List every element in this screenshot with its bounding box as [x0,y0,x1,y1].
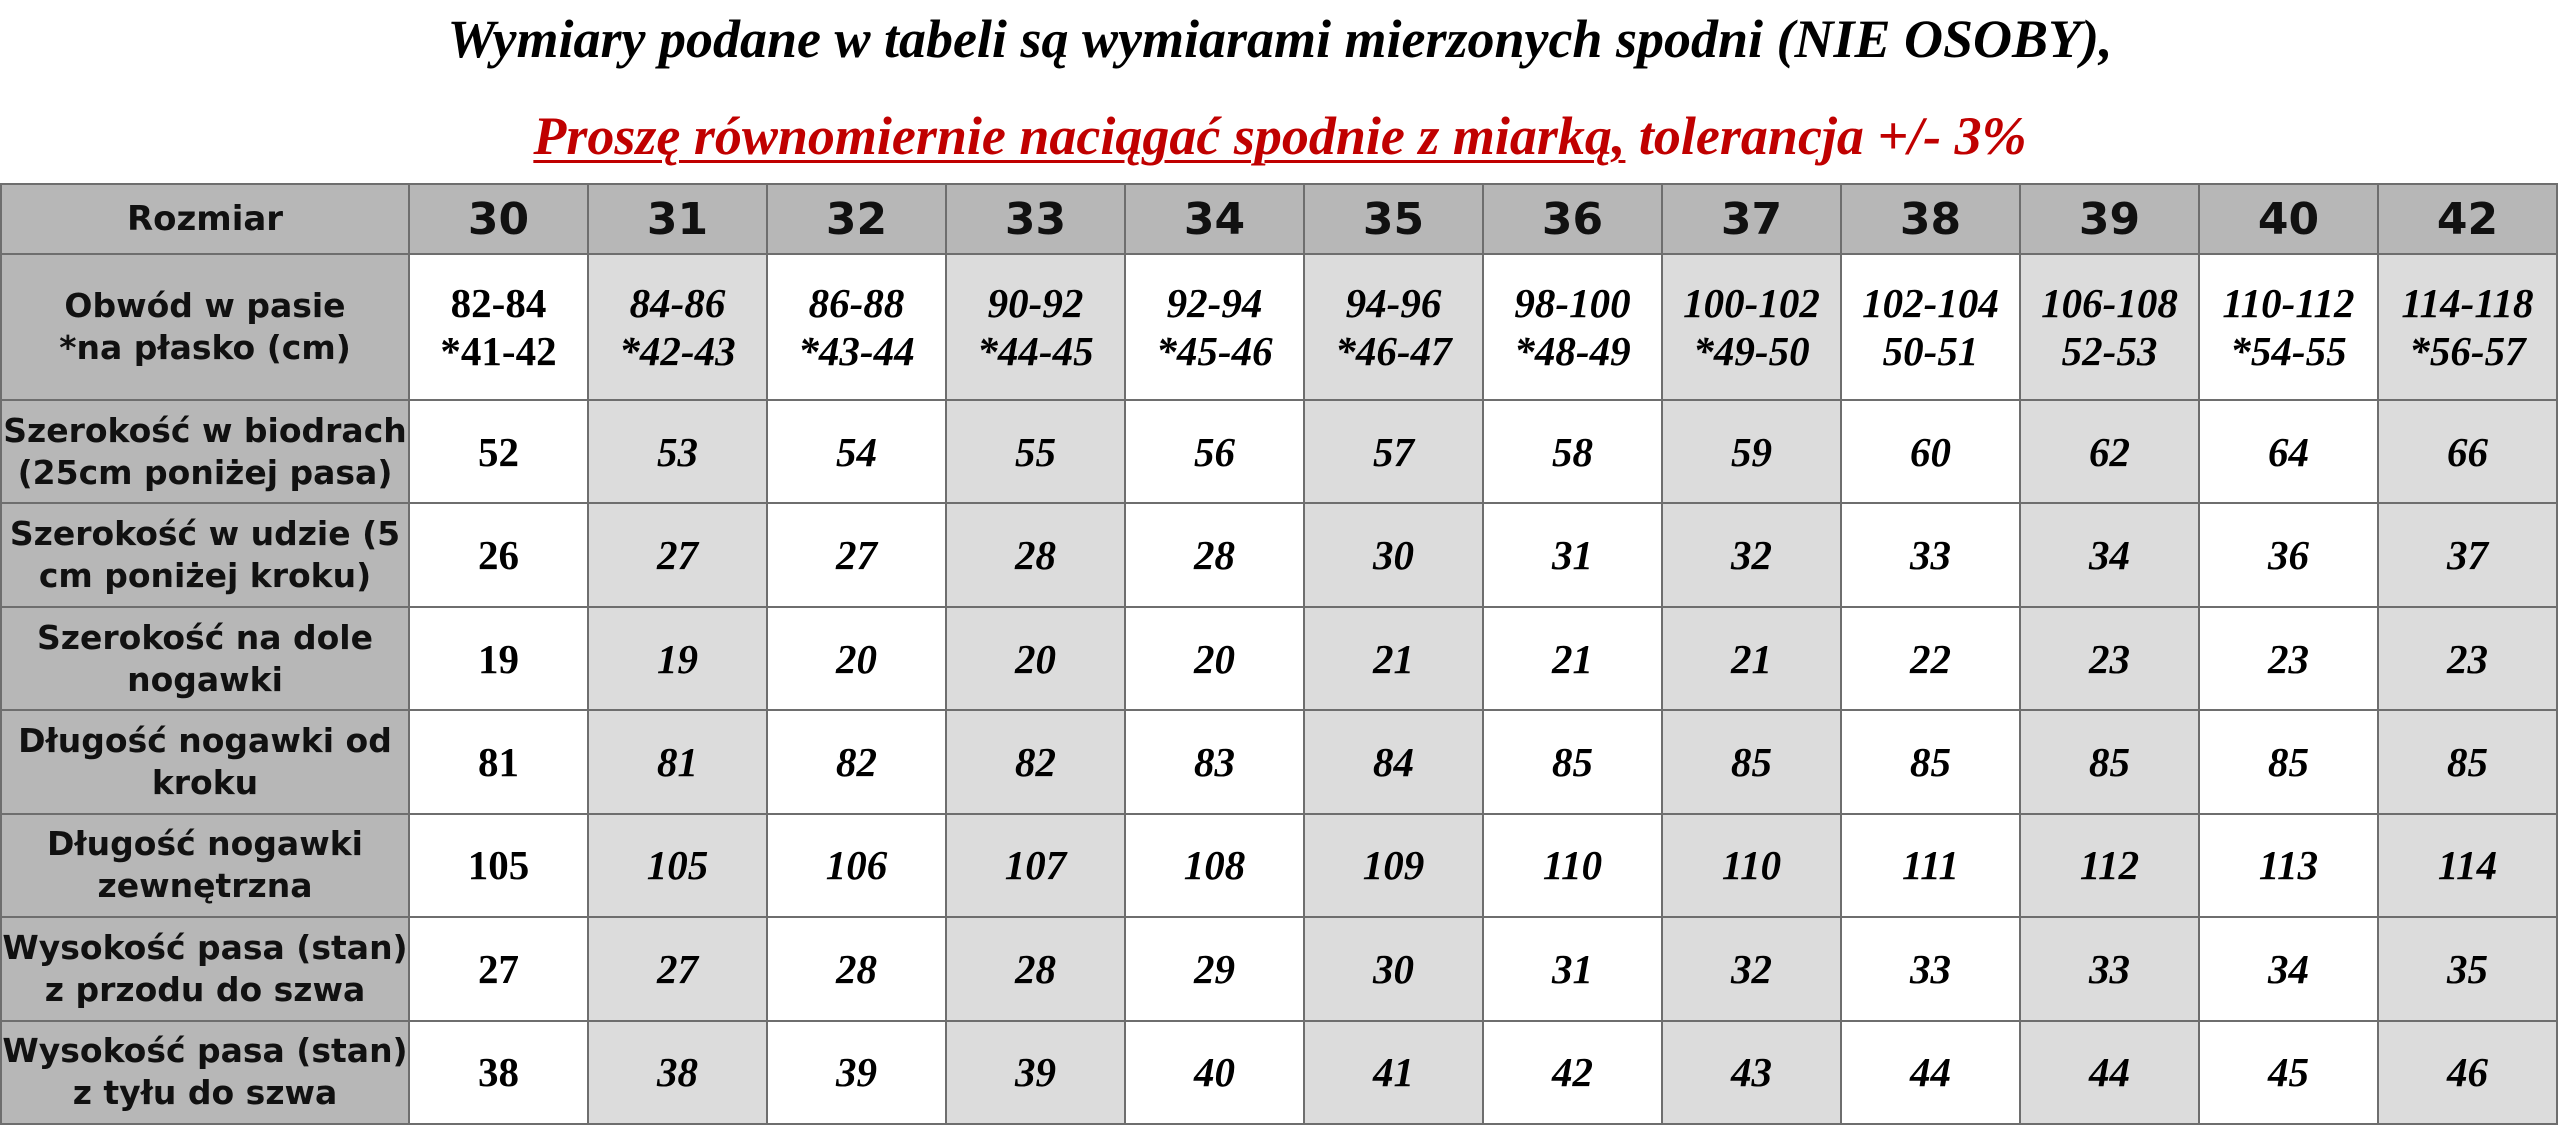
table-cell: 45 [2199,1021,2378,1124]
table-cell: 85 [2378,710,2557,813]
size-column-header: 31 [588,184,767,254]
row-label [1,400,409,503]
table-row [1,1021,2557,1124]
cell-line: *54-55 [2230,328,2347,375]
row-label-line: Długość nogawki od [18,720,392,760]
row-label-line: cm poniżej kroku) [38,556,372,596]
size-column-header: 42 [2378,184,2557,254]
table-cell: 39 [946,1021,1125,1124]
table-cell: 19 [409,607,588,710]
table-cell: 20 [1125,607,1304,710]
table-cell: 23 [2020,607,2199,710]
table-cell [1304,254,1483,400]
table-cell: 105 [409,814,588,917]
table-cell: 22 [1841,607,2020,710]
table-cell: 85 [1483,710,1662,813]
table-cell [2378,254,2557,400]
table-cell: 107 [946,814,1125,917]
table-cell: 23 [2378,607,2557,710]
heading-line-1: Wymiary podane w tabeli są wymiarami mierzonych spodni (NIE OSOBY), [447,9,2113,69]
table-cell: 37 [2378,503,2557,606]
cell-line: 94-96 [1345,280,1442,327]
table-cell: 35 [2378,917,2557,1020]
table-cell: 85 [2020,710,2199,813]
table-row [1,503,2557,606]
cell-line: 100-102 [1683,280,1820,327]
table-cell: 44 [2020,1021,2199,1124]
row-label-line: kroku [151,762,259,802]
table-cell: 60 [1841,400,2020,503]
size-header-row [1,184,2557,254]
table-cell: 83 [1125,710,1304,813]
table-cell: 42 [1483,1021,1662,1124]
table-cell: 28 [767,917,946,1020]
cell-line: 50-51 [1882,328,1979,375]
cell-line: 86-88 [808,280,905,327]
table-cell: 110 [1483,814,1662,917]
row-label-waist [1,254,409,400]
cell-line: *56-57 [2409,328,2526,375]
cell-line: 90-92 [987,280,1084,327]
size-column-header: 32 [767,184,946,254]
row-label-line: Wysokość pasa (stan) [2,1031,408,1071]
table-cell: 21 [1304,607,1483,710]
table-cell: 33 [1841,917,2020,1020]
table-cell: 40 [1125,1021,1304,1124]
table-cell [767,254,946,400]
cell-line: 106-108 [2041,280,2178,327]
table-cell: 105 [588,814,767,917]
row-label-line: Szerokość na dole [37,617,373,657]
table-cell: 21 [1662,607,1841,710]
table-cell: 29 [1125,917,1304,1020]
table-cell: 32 [1662,917,1841,1020]
cell-line: *49-50 [1693,328,1810,375]
table-cell: 32 [1662,503,1841,606]
table-cell: 81 [588,710,767,813]
cell-line: 52-53 [2061,328,2158,375]
row-label-line: nogawki [127,659,283,699]
heading-line-2 [0,100,2560,172]
table-cell [1125,254,1304,400]
table-cell: 19 [588,607,767,710]
size-column-header: 37 [1662,184,1841,254]
table-cell: 110 [1662,814,1841,917]
cell-line: *43-44 [798,328,915,375]
row-label [1,710,409,813]
table-cell: 34 [2199,917,2378,1020]
row-label [1,503,409,606]
table-cell: 113 [2199,814,2378,917]
cell-line: 92-94 [1166,280,1263,327]
table-cell: 59 [1662,400,1841,503]
table-cell: 109 [1304,814,1483,917]
table-cell: 33 [2020,917,2199,1020]
table-cell: 106 [767,814,946,917]
table-cell: 28 [1125,503,1304,606]
cell-line: *48-49 [1514,328,1631,375]
table-cell: 30 [1304,503,1483,606]
cell-line: *41-42 [440,328,557,375]
table-cell: 39 [767,1021,946,1124]
cell-line: *44-45 [977,328,1094,375]
table-cell: 58 [1483,400,1662,503]
table-cell: 85 [1841,710,2020,813]
size-column-header: 39 [2020,184,2199,254]
table-row [1,710,2557,813]
table-cell: 57 [1304,400,1483,503]
table-row [1,607,2557,710]
table-cell [1662,254,1841,400]
row-label [1,607,409,710]
table-cell: 66 [2378,400,2557,503]
size-header-label: Rozmiar [1,184,409,254]
table-cell [1483,254,1662,400]
table-row [1,917,2557,1020]
size-column-header: 40 [2199,184,2378,254]
table-cell: 23 [2199,607,2378,710]
cell-line: *42-43 [619,328,736,375]
table-cell: 20 [946,607,1125,710]
size-column-header: 38 [1841,184,2020,254]
size-chart-table [0,183,2558,1125]
size-column-header: 30 [409,184,588,254]
table-cell: 81 [409,710,588,813]
table-cell: 28 [946,503,1125,606]
size-column-header: 35 [1304,184,1483,254]
size-column-header: 33 [946,184,1125,254]
cell-line: 102-104 [1862,280,1999,327]
table-cell: 84 [1304,710,1483,813]
row-label [1,1021,409,1124]
table-cell: 55 [946,400,1125,503]
heading-line-2-underlined: Proszę równomiernie naciągać spodnie z miarką, [533,106,1626,166]
table-row-waist [1,254,2557,400]
table-cell: 31 [1483,503,1662,606]
row-label-line: Szerokość w biodrach [3,410,407,450]
cell-line: 110-112 [2222,280,2355,327]
table-cell: 111 [1841,814,2020,917]
row-label-line: zewnętrzna [97,866,313,906]
table-cell: 64 [2199,400,2378,503]
table-cell: 36 [2199,503,2378,606]
row-label-line: Szerokość w udzie (5 [9,514,401,554]
table-cell: 34 [2020,503,2199,606]
row-label [1,917,409,1020]
row-label-line: Obwód w pasie [64,286,346,326]
table-cell: 82 [767,710,946,813]
table-cell: 27 [767,503,946,606]
row-label-line: z tyłu do szwa [72,1073,338,1113]
table-cell: 56 [1125,400,1304,503]
table-cell: 38 [409,1021,588,1124]
table-cell: 21 [1483,607,1662,710]
table-cell: 38 [588,1021,767,1124]
row-label-line: *na płasko (cm) [59,328,351,368]
table-cell [588,254,767,400]
cell-line: *45-46 [1156,328,1273,375]
cell-line: *46-47 [1335,328,1452,375]
cell-line: 114-118 [2401,280,2534,327]
table-row [1,814,2557,917]
table-cell: 54 [767,400,946,503]
table-cell: 114 [2378,814,2557,917]
table-cell: 43 [1662,1021,1841,1124]
size-column-header: 36 [1483,184,1662,254]
table-cell: 82 [946,710,1125,813]
table-cell [1841,254,2020,400]
table-cell: 85 [1662,710,1841,813]
table-cell: 20 [767,607,946,710]
row-label-line: Długość nogawki [47,824,363,864]
table-cell: 27 [409,917,588,1020]
cell-line: 98-100 [1514,280,1631,327]
table-cell: 26 [409,503,588,606]
table-cell: 108 [1125,814,1304,917]
size-column-header: 34 [1125,184,1304,254]
row-label [1,814,409,917]
heading-line-2-tolerance: tolerancja +/- 3% [1625,106,2027,166]
table-cell: 62 [2020,400,2199,503]
table-cell [2199,254,2378,400]
table-cell [409,254,588,400]
table-row [1,400,2557,503]
table-cell: 27 [588,503,767,606]
table-cell: 41 [1304,1021,1483,1124]
table-cell: 31 [1483,917,1662,1020]
table-cell [946,254,1125,400]
table-cell: 52 [409,400,588,503]
table-cell: 112 [2020,814,2199,917]
table-cell: 33 [1841,503,2020,606]
row-label-line: Wysokość pasa (stan) [2,927,408,967]
table-cell [2020,254,2199,400]
row-label-line: z przodu do szwa [44,969,366,1009]
table-cell: 53 [588,400,767,503]
cell-line: 82-84 [450,280,547,327]
table-cell: 85 [2199,710,2378,813]
table-cell: 46 [2378,1021,2557,1124]
table-cell: 30 [1304,917,1483,1020]
table-cell: 44 [1841,1021,2020,1124]
table-cell: 28 [946,917,1125,1020]
row-label-line: (25cm poniżej pasa) [17,452,393,492]
table-cell: 27 [588,917,767,1020]
cell-line: 84-86 [629,280,726,327]
